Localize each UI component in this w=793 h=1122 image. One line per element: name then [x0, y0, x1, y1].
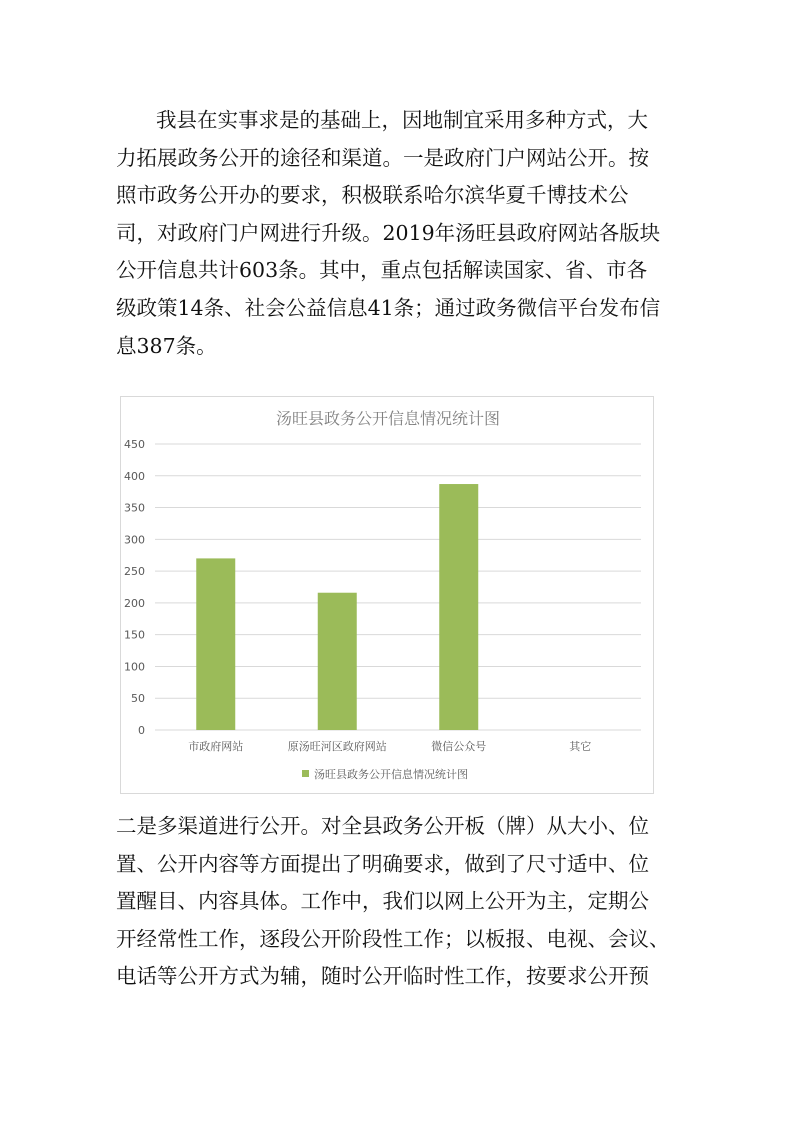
bar	[196, 558, 235, 730]
y-tick-label: 250	[124, 565, 145, 579]
y-tick-label: 450	[124, 438, 145, 451]
paragraph-line: 公开信息共计603条。其中，重点包括解读国家、省、市各	[116, 258, 648, 283]
paragraph-line: 级政策14条、社会公益信息41条；通过政务微信平台发布信	[116, 295, 661, 320]
paragraph-line: 置醒目、内容具体。工作中，我们以网上公开为主，定期公	[116, 889, 649, 914]
paragraph-line: 我县在实事求是的基础上，因地制宜采用多种方式，大	[156, 108, 648, 132]
y-tick-label: 0	[138, 724, 145, 737]
chart-legend	[302, 767, 468, 781]
chart-canvas	[121, 397, 655, 795]
legend-label: 汤旺县政务公开信息情况统计图	[314, 768, 468, 781]
y-tick-label: 300	[124, 533, 145, 547]
y-tick-label: 350	[124, 501, 145, 515]
paragraph-line: 电话等公开方式为辅，随时公开临时性工作，按要求公开预	[116, 964, 649, 989]
paragraph-line: 力拓展政务公开的途径和渠道。一是政府门户网站公开。按	[116, 145, 649, 170]
chart-title: 汤旺县政务公开信息情况统计图	[275, 409, 501, 428]
bar-chart	[120, 396, 654, 794]
y-tick-label: 50	[131, 692, 145, 706]
paragraph-website-disclosure	[116, 102, 696, 365]
paragraph-multi-channel-disclosure	[116, 808, 696, 996]
chart-bars	[196, 484, 478, 730]
paragraph-line: 二是多渠道进行公开。对全县政务公开板（牌）从大小、位	[116, 814, 649, 838]
paragraph-line: 司，对政府门户网进行升级。2019年汤旺县政府网站各版块	[116, 220, 661, 245]
paragraph-line: 照市政务公开办的要求，积极联系哈尔滨华夏千博技术公	[116, 183, 629, 208]
y-tick-label: 100	[124, 660, 145, 674]
paragraph-line: 开经常性工作，逐段公开阶段性工作；以板报、电视、会议、	[116, 926, 670, 951]
y-tick-label: 200	[124, 596, 145, 610]
paragraph-line: 息387条。	[116, 333, 217, 358]
y-tick-label: 150	[124, 628, 145, 642]
bar	[318, 593, 357, 730]
chart-x-axis	[188, 739, 591, 753]
legend-swatch	[302, 770, 309, 777]
x-tick-label: 原汤旺河区政府网站	[287, 740, 387, 753]
y-tick-label: 400	[124, 469, 145, 483]
x-tick-label: 市政府网站	[188, 740, 244, 753]
chart-y-axis	[124, 438, 145, 737]
x-tick-label: 其它	[569, 740, 592, 753]
paragraph-line: 置、公开内容等方面提出了明确要求，做到了尺寸适中、位	[116, 851, 649, 876]
bar	[439, 484, 478, 730]
x-tick-label: 微信公众号	[431, 740, 487, 753]
